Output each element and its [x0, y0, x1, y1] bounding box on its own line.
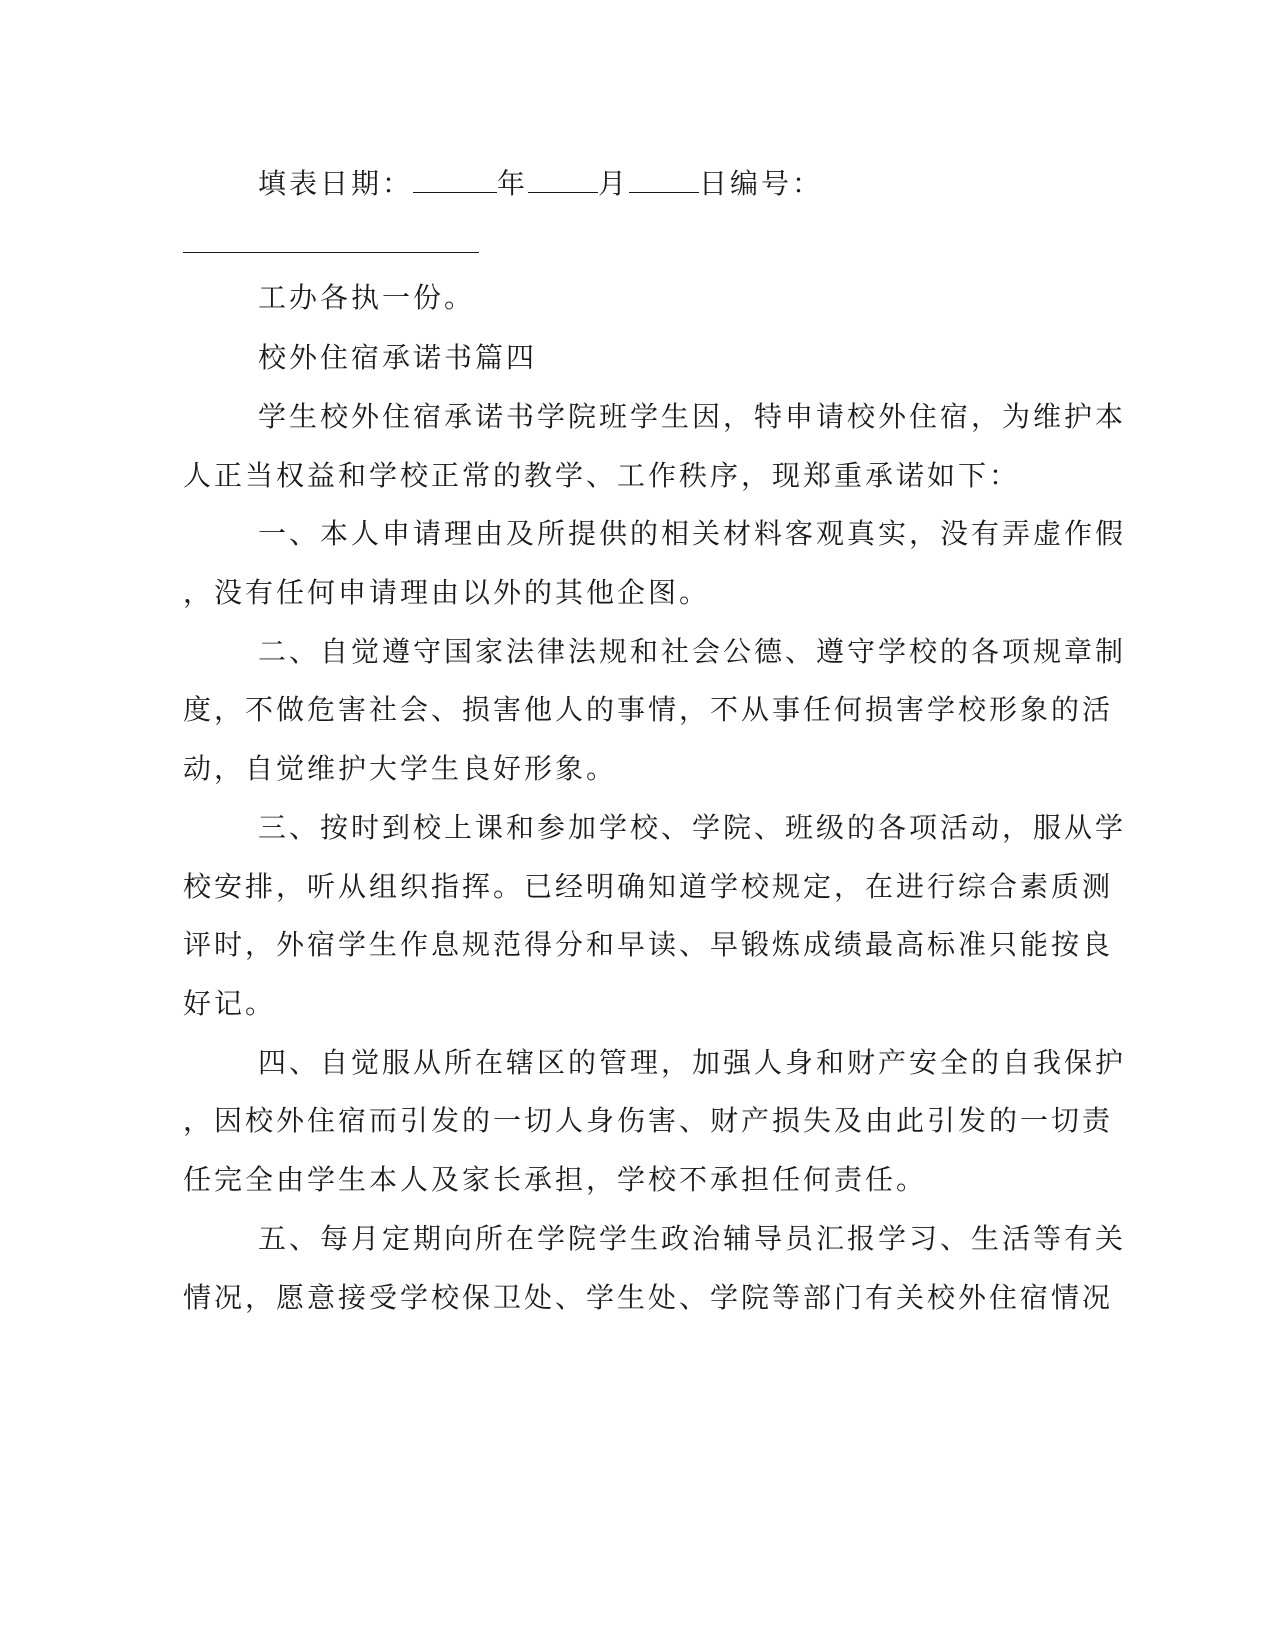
text-line: 评时，外宿学生作息规范得分和早读、早锻炼成绩最高标准只能按良 — [183, 928, 1114, 961]
text-line: 校安排，听从组织指挥。已经明确知道学校规定，在进行综合素质测 — [183, 870, 1114, 903]
day-blank[interactable] — [629, 162, 699, 193]
text-line: 工办各执一份。 — [258, 281, 476, 314]
day-number-label: 日编号： — [699, 167, 824, 200]
section-heading: 校外住宿承诺书篇四 — [258, 341, 538, 374]
year-label: 年 — [497, 167, 529, 200]
text-line: 三、按时到校上课和参加学校、学院、班级的各项活动，服从学 — [258, 811, 1127, 844]
text-line: 学生校外住宿承诺书学院班学生因，特申请校外住宿，为维护本 — [258, 400, 1127, 433]
text-line: 动，自觉维护大学生良好形象。 — [183, 752, 618, 785]
number-blank[interactable] — [183, 252, 479, 253]
text-line: ，没有任何申请理由以外的其他企图。 — [183, 576, 711, 609]
text-line: 任完全由学生本人及家长承担，学校不承担任何责任。 — [183, 1163, 928, 1196]
date-label: 填表日期： — [258, 167, 414, 200]
text-line: 度，不做危害社会、损害他人的事情，不从事任何损害学校形象的活 — [183, 693, 1114, 726]
month-blank[interactable] — [528, 162, 598, 193]
form-date-line — [258, 162, 1043, 204]
year-blank[interactable] — [413, 162, 497, 193]
text-line: ，因校外住宿而引发的一切人身伤害、财产损失及由此引发的一切责 — [183, 1104, 1114, 1137]
text-line: 五、每月定期向所在学院学生政治辅导员汇报学习、生活等有关 — [258, 1222, 1127, 1255]
text-line: 一、本人申请理由及所提供的相关材料客观真实，没有弄虚作假 — [258, 517, 1127, 550]
text-line: 人正当权益和学校正常的教学、工作秩序，现郑重承诺如下： — [183, 459, 1021, 492]
text-line: 四、自觉服从所在辖区的管理，加强人身和财产安全的自我保护 — [258, 1046, 1127, 1079]
month-label: 月 — [598, 167, 630, 200]
text-line: 二、自觉遵守国家法律法规和社会公德、遵守学校的各项规章制 — [258, 635, 1127, 668]
text-line: 情况，愿意接受学校保卫处、学生处、学院等部门有关校外住宿情况 — [183, 1281, 1114, 1314]
text-line: 好记。 — [183, 987, 277, 1020]
